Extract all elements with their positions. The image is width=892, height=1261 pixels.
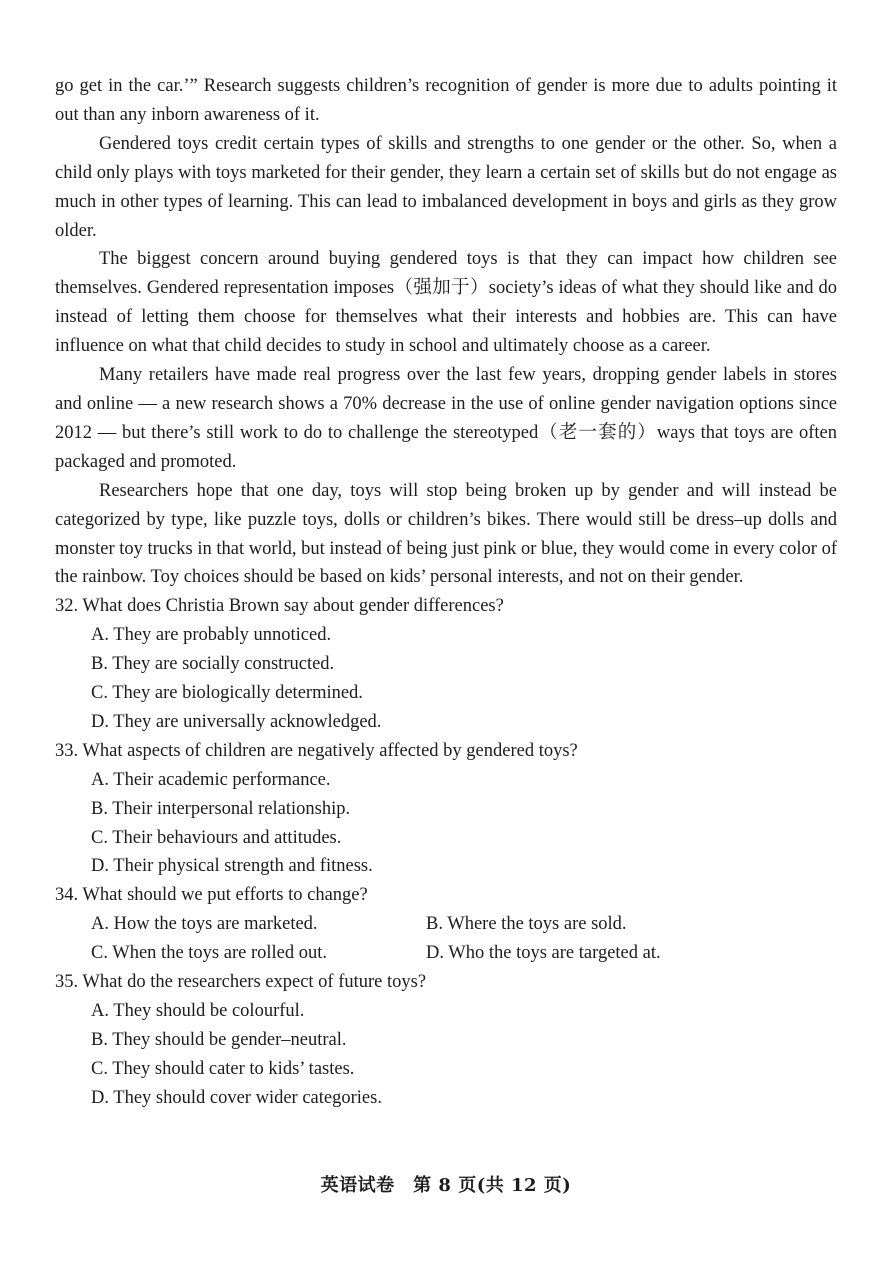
- option-b: B. They are socially constructed.: [91, 654, 335, 675]
- passage-paragraph: go get in the car.’” Research suggests children’s recognition of gender is more due to adults pointing it out than any inborn awareness of it.: [55, 76, 837, 125]
- reading-passage: [55, 72, 837, 592]
- options-row: [55, 910, 837, 939]
- exam-page: [55, 72, 837, 1113]
- question-stem: 34. What should we put efforts to change?: [55, 885, 368, 906]
- page-footer: 英语试卷 第 8 页(共 12 页): [320, 1175, 572, 1196]
- options-row: [55, 939, 837, 968]
- passage-paragraph: Many retailers have made real progress over the last few years, dropping gender labels in stores and online — a new research shows a 70% decrease in the use of online gender navigation options since 2012 — but there’s still work to do to challenge the stereotyped（老一套的）ways that toys are often packaged and promoted.: [55, 365, 837, 472]
- option-a: A. How the toys are marketed.: [91, 914, 318, 935]
- option-a: A. Their academic performance.: [91, 769, 331, 790]
- option-a: A. They are probably unnoticed.: [91, 625, 332, 646]
- option-a: A. They should be colourful.: [91, 1001, 305, 1021]
- passage-paragraph: The biggest concern around buying gendered toys is that they can impact how children see themselves. Gendered representation imposes（强加于）society’s ideas of what they should like and do instead of letting them choose for themselves what their interests and hobbies are. This can have influence on what that child decides to study in school and ultimately choose as a career.: [55, 249, 837, 357]
- question-stem: 32. What does Christia Brown say about gender differences?: [55, 596, 504, 617]
- passage-paragraph: Gendered toys credit certain types of skills and strengths to one gender or the other. So, when a child only plays with toys marketed for their gender, they learn a certain set of skills but do not engage as much in other types of learning. This can lead to imbalanced development in boys and girls as they grow older.: [55, 133, 837, 241]
- question-35: [55, 968, 837, 1113]
- option-d: D. They should cover wider categories.: [91, 1087, 382, 1108]
- option-b: B. They should be gender–neutral.: [91, 1029, 347, 1050]
- question-32: [55, 592, 837, 737]
- question-stem: 33. What aspects of children are negatively affected by gendered toys?: [55, 740, 578, 761]
- option-d: D. Who the toys are targeted at.: [426, 943, 661, 964]
- option-c: C. They should cater to kids’ tastes.: [91, 1058, 355, 1079]
- option-b: B. Their interpersonal relationship.: [91, 798, 351, 819]
- question-stem: 35. What do the researchers expect of future toys?: [55, 972, 427, 993]
- question-34: [55, 881, 837, 968]
- option-d: D. They are universally acknowledged.: [91, 711, 382, 732]
- question-33: [55, 737, 837, 882]
- option-c: C. When the toys are rolled out.: [91, 943, 327, 964]
- option-c: C. They are biologically determined.: [91, 683, 363, 704]
- passage-paragraph: Researchers hope that one day, toys will stop being broken up by gender and will instead be categorized by type, like puzzle toys, dolls or children’s bikes. There would still be dress–up dolls and monster toy trucks in that world, but instead of being just pink or blue, they would come in every color of the rainbow. Toy choices should be based on kids’ personal interests, and not on their gender.: [55, 480, 837, 588]
- option-b: B. Where the toys are sold.: [426, 914, 627, 935]
- option-c: C. Their behaviours and attitudes.: [91, 827, 342, 848]
- option-d: D. Their physical strength and fitness.: [91, 856, 373, 877]
